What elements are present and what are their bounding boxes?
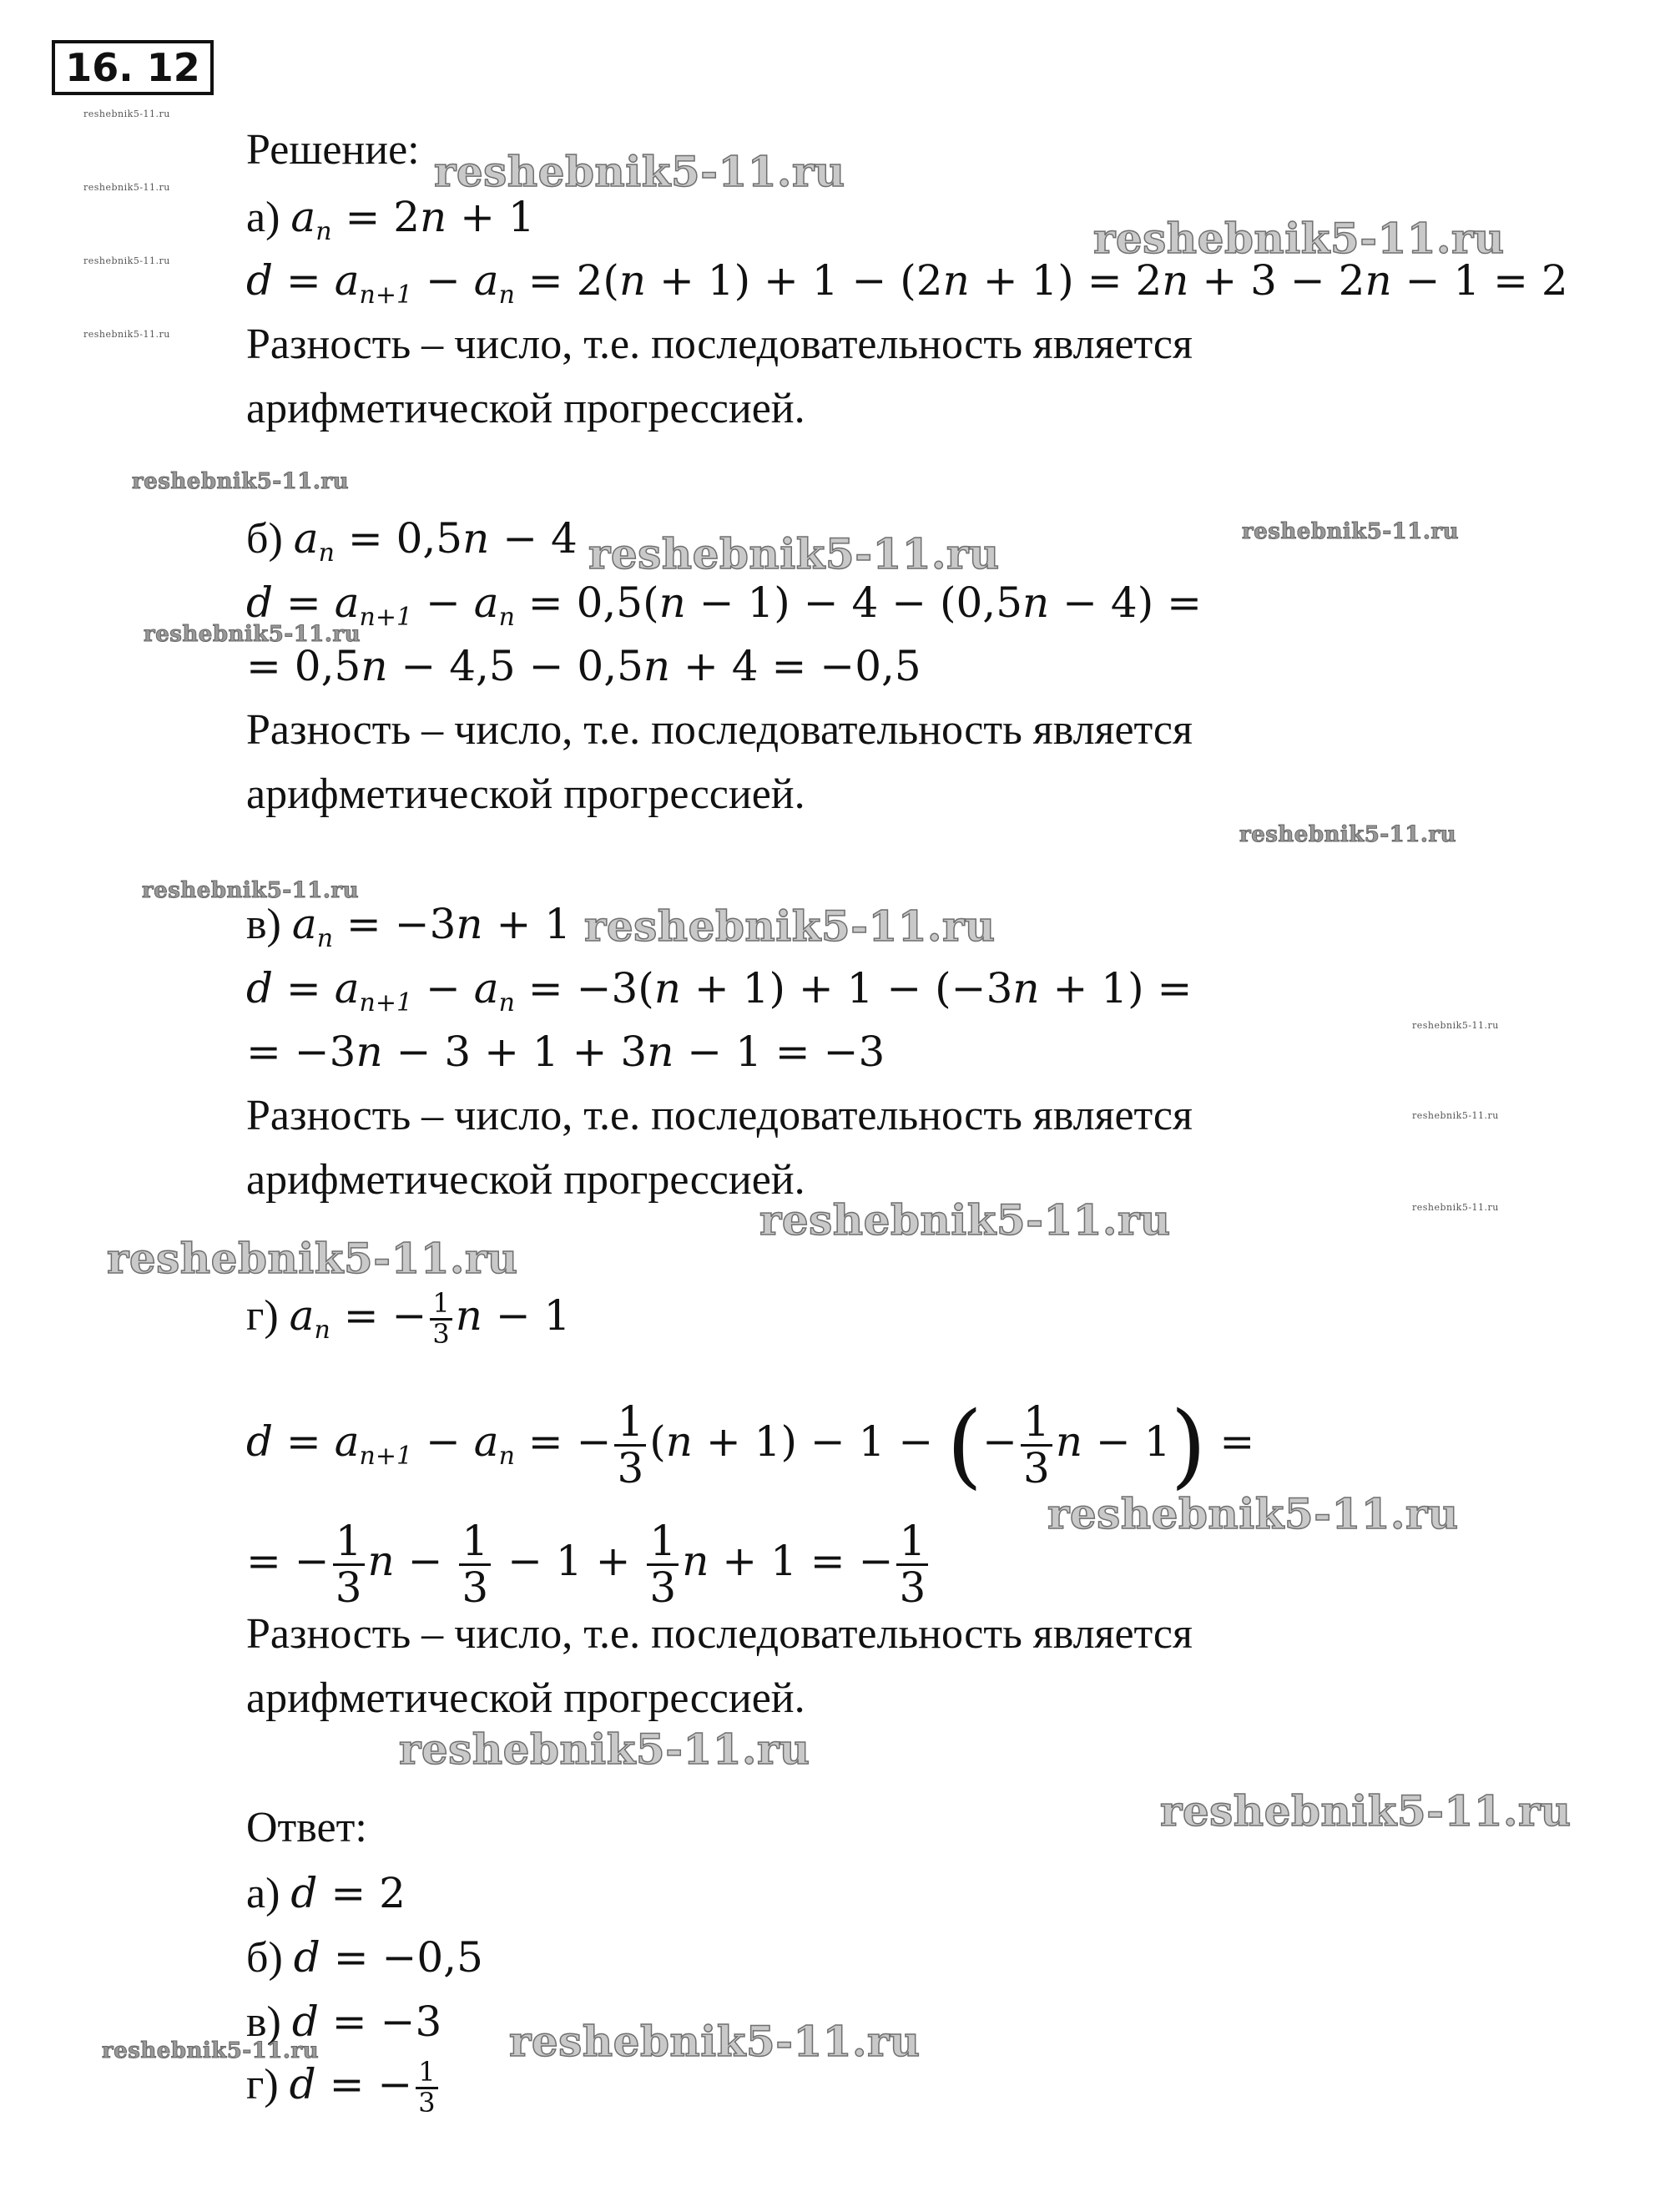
- part-g-conclusion-1: Разность – число, т.е. последовательность является: [246, 1610, 1193, 1658]
- answer-b: б) d = −0,5: [246, 1933, 483, 1982]
- watermark: reshebnik5-11.ru: [1093, 214, 1505, 263]
- part-b-conclusion-2: арифметической прогрессией.: [246, 770, 805, 818]
- watermark: reshebnik5-11.ru: [107, 1234, 518, 1283]
- watermark: reshebnik5-11.ru: [1242, 519, 1460, 544]
- watermark: reshebnik5-11.ru: [142, 878, 360, 903]
- answer-g: г) d = − $\frac{1}{3}$: [246, 2058, 441, 2117]
- watermark: reshebnik5-11.ru: [1412, 1110, 1499, 1121]
- watermark: reshebnik5-11.ru: [434, 147, 845, 196]
- part-a-conclusion-1: Разность – число, т.е. последовательность является: [246, 321, 1193, 368]
- answer-label: Ответ:: [246, 1804, 367, 1851]
- part-a-formula: а) $a_n = 2n + 1$: [246, 193, 535, 246]
- solution-label: Решение:: [246, 126, 420, 174]
- problem-number-badge: 16. 12: [52, 40, 214, 95]
- part-a-conclusion-2: арифметической прогрессией.: [246, 385, 805, 432]
- part-g-difference-1: $d = a_{n+1} - a_n$ = − $\frac{1}{3}$ (n + 1) − 1 − (− $\frac{1}{3}$ n − 1) =: [246, 1391, 1255, 1498]
- watermark: reshebnik5-11.ru: [1160, 1786, 1572, 1836]
- watermark: reshebnik5-11.ru: [83, 329, 170, 340]
- watermark: reshebnik5-11.ru: [399, 1725, 810, 1774]
- watermark: reshebnik5-11.ru: [132, 469, 350, 494]
- answer-a: а) d = 2: [246, 1869, 406, 1917]
- watermark: reshebnik5-11.ru: [1412, 1020, 1499, 1031]
- part-g-difference-2: = − $\frac{1}{3}$ n − $\frac{1}{3}$ − 1 + $\frac{1}{3}$ n + 1 = − $\frac{1}{3}$: [246, 1519, 931, 1609]
- watermark: reshebnik5-11.ru: [509, 2017, 921, 2066]
- part-v-difference-2: = −3n − 3 + 1 + 3n − 1 = −3: [246, 1028, 885, 1076]
- watermark: reshebnik5-11.ru: [83, 109, 170, 119]
- part-g-formula: г) $a_n$ = − $\frac{1}{3}$ n − 1: [246, 1287, 571, 1350]
- watermark: reshebnik5-11.ru: [83, 182, 170, 193]
- part-b-formula: б) $a_n = 0,5n - 4$: [246, 514, 578, 568]
- watermark: reshebnik5-11.ru: [83, 255, 170, 266]
- part-v-difference-1: $d = a_{n+1} - a_n = -3(n + 1) + 1 - (-3n + 1)$ =: [246, 964, 1193, 1018]
- answer-v: в) d = −3: [246, 1997, 442, 2046]
- part-g-conclusion-2: арифметической прогрессией.: [246, 1674, 805, 1722]
- part-v-conclusion-2: арифметической прогрессией.: [246, 1156, 805, 1204]
- watermark: reshebnik5-11.ru: [144, 622, 361, 647]
- part-b-difference-1: $d = a_{n+1} - a_n = 0,5(n - 1) - 4 - (0,5n - 4)$ =: [246, 578, 1203, 632]
- part-v-formula: в) $a_n = -3n + 1$: [246, 900, 572, 953]
- part-a-difference: $d = a_{n+1} - a_n = 2(n + 1) + 1 - (2n + 1) = 2n + 3 - 2n - 1 = 2$: [246, 256, 1568, 310]
- part-v-conclusion-1: Разность – число, т.е. последовательность является: [246, 1092, 1193, 1139]
- part-b-difference-2: = 0,5n − 4,5 − 0,5n + 4 = −0,5: [246, 642, 921, 690]
- watermark: reshebnik5-11.ru: [584, 901, 996, 951]
- part-b-conclusion-1: Разность – число, т.е. последовательность является: [246, 706, 1193, 754]
- watermark: reshebnik5-11.ru: [102, 2038, 320, 2063]
- watermark: reshebnik5-11.ru: [588, 529, 1000, 578]
- watermark: reshebnik5-11.ru: [1239, 822, 1457, 847]
- watermark: reshebnik5-11.ru: [1412, 1202, 1499, 1213]
- watermark: reshebnik5-11.ru: [1047, 1489, 1459, 1538]
- watermark: reshebnik5-11.ru: [759, 1195, 1171, 1245]
